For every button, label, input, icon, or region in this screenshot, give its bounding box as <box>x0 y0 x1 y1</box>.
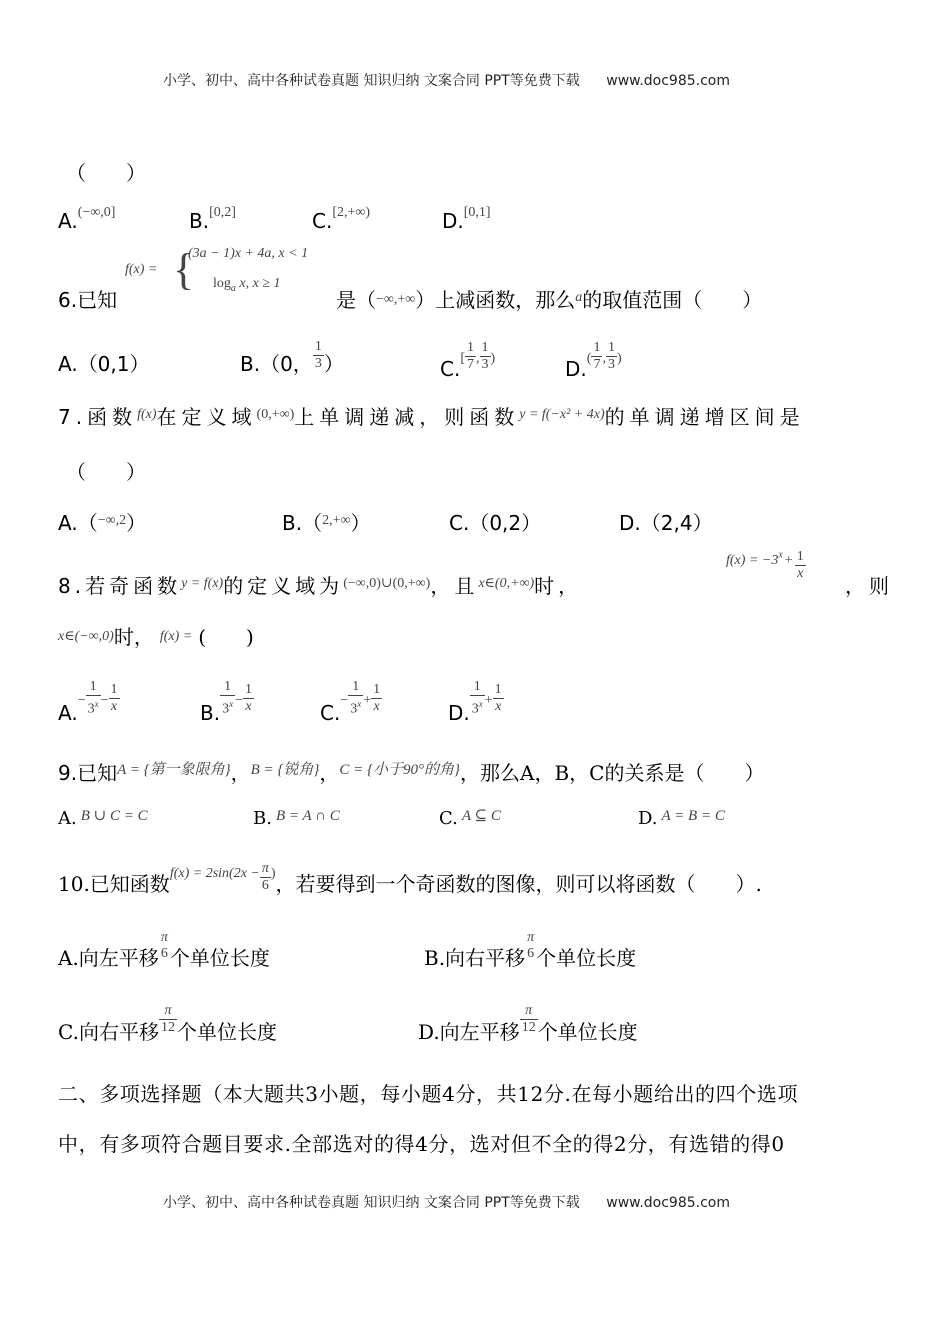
q8-a-f1 <box>86 679 101 718</box>
q5-option-b <box>189 205 236 233</box>
page-header <box>163 70 730 90</box>
q6-c-frac1 <box>465 340 476 373</box>
q10-stem <box>58 861 762 902</box>
q7-fx: f(x) <box>137 407 157 422</box>
q8-formula <box>726 543 806 581</box>
q8-fq: f(x) = <box>159 629 193 644</box>
q7-option-c: C.（0,2） <box>449 511 542 535</box>
q6-stem <box>336 284 762 313</box>
q8-c-sup: x <box>357 699 362 709</box>
q6-b-num: 1 <box>314 339 322 354</box>
q9-t1: 9.已知 <box>58 761 118 785</box>
q6-is: 是（ <box>336 288 376 312</box>
q8-c-f1n: 1 <box>348 679 363 696</box>
q5-option-d <box>442 205 491 233</box>
q6-option-c <box>440 340 496 381</box>
q6-d-lpar: ( <box>586 351 592 366</box>
q6-c-comma: , <box>476 351 480 366</box>
q5-option-c <box>312 205 371 233</box>
q9-b-math: B = A ∩ C <box>275 808 340 824</box>
q6-b-den: 3 <box>314 356 322 371</box>
q8-d-sup: x <box>478 699 483 709</box>
q6-log: log <box>213 276 231 291</box>
q6-option-b-frac <box>313 339 324 372</box>
q5-paren: （ ） <box>66 161 146 185</box>
q8-y: y = f(x) <box>181 576 224 591</box>
q8-a-sup: x <box>94 699 99 709</box>
q8-b-three: 3 <box>222 701 230 717</box>
q7-option-a-math: −∞,2 <box>97 513 127 528</box>
page-footer <box>163 1192 730 1212</box>
q7-t4: 的单调递增区间是 <box>604 405 805 429</box>
q8-a-f2n: 1 <box>110 681 118 697</box>
q7-option-b-math: 2,+∞ <box>322 513 351 528</box>
q8-c-three: 3 <box>350 701 358 717</box>
q6-c-rpar: ) <box>490 351 496 366</box>
q8-b-f2d: x <box>245 698 252 714</box>
q7-t1: 7.函数 <box>58 405 138 429</box>
q8-b-m: − <box>235 692 243 708</box>
q6-d-frac1 <box>591 340 602 373</box>
q8-a-f1n: 1 <box>86 679 101 696</box>
q8-frac-d: x <box>797 566 804 581</box>
q6-option-d <box>565 340 622 381</box>
q6-option-a: A.（0,1） <box>58 352 150 376</box>
q7-option-a <box>58 507 146 536</box>
q10-t2: ，若要得到一个奇函数的图像，则可以将函数（ ）. <box>275 872 762 896</box>
q6-fx: f(x) = <box>125 262 158 277</box>
q6-c-d2: 3 <box>481 357 489 372</box>
q8-d-f1d <box>470 696 485 718</box>
q9-option-c <box>439 808 501 829</box>
q9-c-label: C. <box>439 808 458 829</box>
q7-t2: 在定义域 <box>156 405 257 429</box>
q9-d-math: A = B = C <box>661 808 725 824</box>
q7-y: y = f(−x² + 4x) <box>519 407 605 422</box>
q6-option-b-pre: B.（0， <box>240 352 313 376</box>
q6-option-d-label: D. <box>565 357 587 381</box>
q6-c-d1: 7 <box>467 357 474 372</box>
q8-t3: ，且 <box>430 574 479 598</box>
q8-c-m: − <box>340 692 349 708</box>
q9-a-label: A. <box>58 808 77 829</box>
q8-c-p: + <box>363 692 372 708</box>
q5-option-b-label: B. <box>189 209 210 233</box>
q7-dom: (0,+∞) <box>256 407 295 422</box>
q9-option-d <box>638 808 725 829</box>
q7-option-d: D.（2,4） <box>619 511 713 535</box>
q8-b-f1d <box>220 696 235 718</box>
q8-t1: 8.若奇函数 <box>58 574 182 598</box>
q7-t3: 上单调递减，则函数 <box>294 405 520 429</box>
q6-d-frac2 <box>606 340 617 373</box>
q6-option-c-label: C. <box>440 357 461 381</box>
footer-text: 小学、初中、高中各种试卷真题 知识归纳 文案合同 PPT等免费下载 <box>163 1195 580 1211</box>
q10-a-d: 6 <box>160 945 168 961</box>
q8-dom: (−∞,0)∪(0,+∞) <box>343 576 431 591</box>
q8-frac <box>795 549 806 582</box>
q8-option-b <box>200 679 254 725</box>
q8-d-p: + <box>484 692 493 708</box>
q10-frac <box>260 861 271 894</box>
q6-rest2: 的取值范围（ ） <box>582 288 763 312</box>
q8-d-f2d: x <box>495 698 502 714</box>
q8-b-f2 <box>243 682 254 715</box>
q10-d-n: π <box>520 1003 538 1020</box>
q9-sep2: ， <box>319 761 340 785</box>
header-text: 小学、初中、高中各种试卷真题 知识归纳 文案合同 PPT等免费下载 <box>163 73 580 89</box>
q10-c-unit: 个单位长度 <box>176 1020 277 1044</box>
q6-case-2-tail: x, x ≥ 1 <box>239 276 281 291</box>
q8-c-f2d: x <box>373 698 380 714</box>
q7-stem <box>58 401 805 430</box>
q10-f: f(x) = 2sin(2x − <box>169 866 260 881</box>
q9-stem <box>58 757 764 786</box>
q10-a-frac <box>159 930 170 962</box>
header-url[interactable]: www.doc985.com <box>606 73 730 89</box>
q7-option-b-post: ） <box>350 511 371 535</box>
q10-b-unit: 个单位长度 <box>536 946 637 970</box>
q10-b-n: π <box>527 929 535 945</box>
q10-b-frac <box>525 930 536 962</box>
q5-option-c-label: C. <box>312 209 333 233</box>
section-2-line-1: 二、多项选择题（本大题共3小题，每小题4分，共12分.在每小题给出的四个选项 <box>58 1082 799 1106</box>
q6-rest: ）上减函数，那么 <box>415 288 576 312</box>
q8-d-label: D. <box>448 700 470 725</box>
q10-frac-n: π <box>261 861 269 876</box>
q10-a-n: π <box>160 929 168 945</box>
q6-c-lbr: [ <box>460 351 465 366</box>
q8-c-f2n: 1 <box>373 681 381 697</box>
q6-log-base: a <box>230 282 236 294</box>
q5-option-d-label: D. <box>442 209 464 233</box>
q9-a: A = {第一象限角} <box>117 762 231 778</box>
q6-case-1: (3a − 1)x + 4a, x < 1 <box>188 246 309 261</box>
q8-c-label: C. <box>320 700 341 725</box>
q6-d-comma: , <box>602 351 606 366</box>
q8-plus: + <box>784 553 793 568</box>
q6-option-b-post: ） <box>323 352 344 376</box>
q8-d-f1 <box>470 679 485 718</box>
q6-d-rpar: ) <box>616 351 622 366</box>
q9-t2: ，那么A，B，C的关系是（ ） <box>460 761 765 785</box>
q8-fexp-sup: x <box>778 549 783 561</box>
q10-c-n: π <box>159 1003 177 1020</box>
q8-cond2: x∈(−∞,0) <box>58 629 114 644</box>
q8-t4: 时， <box>534 574 583 598</box>
q8-stem <box>58 570 582 599</box>
q10-d-frac <box>520 1003 538 1036</box>
q6-interval: −∞,+∞ <box>376 292 416 307</box>
q6-d-d2: 3 <box>607 357 615 372</box>
q8-option-a <box>58 679 120 725</box>
q10-option-b <box>424 929 637 976</box>
q8-t2: 的定义域为 <box>223 574 344 598</box>
q6-brace: { <box>173 245 195 294</box>
q8-d-f2n: 1 <box>494 681 502 697</box>
q10-d-label: D.向左平移 <box>418 1020 520 1044</box>
q10-a-unit: 个单位长度 <box>169 946 270 970</box>
q8-c-f2 <box>371 682 382 715</box>
q10-t1: 10.已知函数 <box>58 872 170 896</box>
q6-c-frac2 <box>480 340 491 373</box>
q8-option-d <box>448 679 504 725</box>
q10-c-label: C.向右平移 <box>58 1020 159 1044</box>
q8-cond: x∈(0,+∞) <box>478 576 535 591</box>
q6-number: 6.已知 <box>58 288 118 312</box>
q5-option-d-math: [0,1] <box>463 205 491 220</box>
q6-option-b <box>240 339 344 382</box>
q10-option-c <box>58 1003 277 1050</box>
section-2-line-2: 中，有多项符合题目要求.全部选对的得4分，选对但不全的得2分，有选错的得0 <box>58 1132 785 1156</box>
q6-d-n1: 1 <box>593 340 601 355</box>
q10-c-d: 12 <box>160 1020 175 1035</box>
q6-case-2 <box>213 276 281 294</box>
q8-t6: 时， <box>113 625 154 649</box>
footer-url[interactable]: www.doc985.com <box>606 1195 730 1211</box>
q8-a-f1d <box>86 696 101 718</box>
q8-c-f1d <box>348 696 363 718</box>
q5-option-a <box>58 205 116 233</box>
q8-d-f1n: 1 <box>470 679 485 696</box>
q8-c-f1 <box>348 679 363 718</box>
q6-c-n2: 1 <box>481 340 489 355</box>
q8-a-f2d: x <box>110 698 118 714</box>
q9-option-b <box>253 808 340 829</box>
q10-b-d: 6 <box>527 945 535 961</box>
q6-c-n1: 1 <box>467 340 474 355</box>
q8-b-f2n: 1 <box>244 681 252 697</box>
q10-c-frac <box>159 1003 177 1036</box>
q5-option-b-math: [0,2] <box>209 205 236 220</box>
q8-a-f2 <box>109 682 120 715</box>
q5-option-c-math: [2,+∞) <box>332 205 371 220</box>
q10-frac-d: 6 <box>261 878 269 893</box>
q8-d-f2 <box>493 682 504 715</box>
q9-sep1: ， <box>230 761 251 785</box>
q7-option-b-pre: B.（ <box>282 511 323 535</box>
q6-d-n2: 1 <box>607 340 615 355</box>
q9-c: C = {小于90°的角} <box>339 762 461 778</box>
q9-a-math: B ∪ C = C <box>80 808 148 824</box>
q7-option-b <box>282 507 370 536</box>
q10-a-label: A.向左平移 <box>58 946 159 970</box>
q10-d-unit: 个单位长度 <box>537 1020 638 1044</box>
q10-close: ) <box>270 866 276 881</box>
q8-option-c <box>320 679 382 725</box>
q5-option-a-math: (−∞,0] <box>77 205 116 220</box>
q5-option-a-label: A. <box>58 209 78 233</box>
q8-b-label: B. <box>200 700 221 725</box>
q8-paren: ( ) <box>198 625 254 649</box>
q7-option-a-post: ） <box>126 511 147 535</box>
q9-option-a <box>58 808 148 829</box>
q6-var: a <box>575 290 583 305</box>
q8-a-m1: − <box>77 692 86 708</box>
q6-d-d1: 7 <box>593 357 601 372</box>
q9-b-label: B. <box>253 808 272 829</box>
q8-a-label: A. <box>58 700 78 725</box>
q8-line2 <box>58 621 254 650</box>
q8-d-three: 3 <box>471 701 479 717</box>
q8-a-three: 3 <box>87 701 95 717</box>
q9-d-label: D. <box>638 808 658 829</box>
q8-fexp: f(x) = −3 <box>726 553 779 568</box>
q8-t5: ，则 <box>845 574 893 598</box>
q10-b-label: B.向右平移 <box>424 946 526 970</box>
q7-option-a-pre: A.（ <box>58 511 98 535</box>
q8-b-sup: x <box>229 699 234 709</box>
q8-a-m2: − <box>100 692 109 708</box>
q7-paren: （ ） <box>66 460 146 484</box>
q8-frac-n: 1 <box>796 549 804 564</box>
q10-option-d <box>418 1003 638 1050</box>
q10-d-d: 12 <box>521 1020 536 1035</box>
q8-b-f1n: 1 <box>220 679 235 696</box>
q9-b: B = {锐角} <box>250 762 320 778</box>
q10-option-a <box>58 929 270 976</box>
q8-b-f1 <box>220 679 235 718</box>
q9-c-math: A ⊆ C <box>461 808 501 824</box>
